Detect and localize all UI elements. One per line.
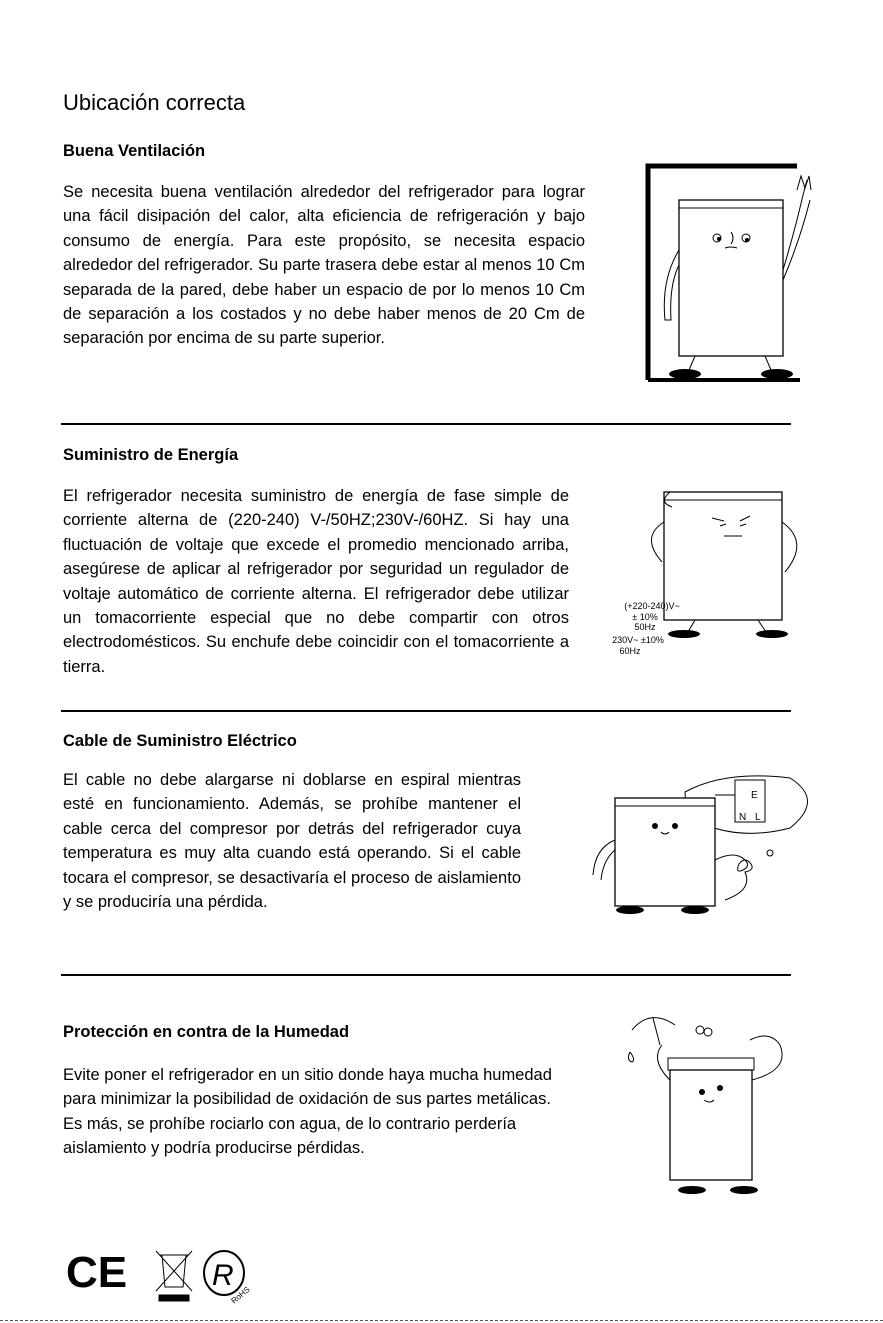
power-label-voltage: (+220-240)V~ [624, 601, 680, 611]
power-label-tolerance: ± 10% [632, 612, 658, 622]
socket-live-label: L [755, 812, 761, 823]
power-label-60hz: 60Hz [619, 646, 641, 656]
svg-text:CE: CE [66, 1248, 128, 1297]
section-body-ventilation [63, 180, 585, 351]
power-label-50hz: 50Hz [634, 622, 656, 632]
certification-logos [66, 1245, 266, 1305]
power-text: El refrigerador necesita suministro de energía de fase simple de corriente alterna de (220-240) V-/50HZ;230V-/60HZ. Si hay una fluctuación de voltaje que excede el promedio mencionado arriba, asegúrese de aplicar al refrigerador por seguridad un regulador de voltaje automático de corriente alterna. El refrigerador debe utilizar un tomacorriente especial que no debe compartir con otros electrodomésticos. Su enchufe debe coincidir con el tomacorriente a tierra. [63, 487, 569, 676]
section-heading-humidity: Protección en contra de la Humedad [63, 1023, 350, 1041]
ventilation-illustration [645, 160, 815, 385]
socket-neutral-label: N [739, 812, 747, 823]
section-heading-power: Suministro de Energía [63, 446, 239, 464]
section-body-power [63, 484, 569, 679]
section-divider [61, 423, 791, 425]
svg-text:R: R [212, 1259, 234, 1292]
cable-text: El cable no debe alargarse ni doblarse en espiral mientras esté en funcionamiento. Además, se prohíbe mantener el cable cerca del compresor por detrás del refrigerador cuya temperatura es muy alta cuando está operando. Si el cable tocara el compresor, se desactivaría el proceso de aislamiento y se produciría una pérdida. [63, 771, 521, 912]
section-divider [61, 974, 791, 976]
section-heading-cable: Cable de Suministro Eléctrico [63, 732, 297, 750]
ventilation-text: Se necesita buena ventilación alrededor del refrigerador para lograr una fácil disipación del calor, alta eficiencia de refrigeración y bajo consumo de energía. Para este propósito, se necesita espacio alrededor del refrigerador. Su parte trasera debe estar al menos 10 Cm separada de la pared, debe haber un espacio de por lo menos 10 Cm de separación a los costados y no debe haber menos de 20 Cm de separación por encima de su parte superior. [63, 183, 585, 348]
section-body-humidity [63, 1063, 555, 1161]
humidity-text: Evite poner el refrigerador en un sitio donde haya mucha humedad para minimizar la posibilidad de oxidación de sus partes metálicas. Es más, se prohíbe rociarlo con agua, de lo contrario perdería aislamiento y podría producirse pérdidas. [63, 1066, 552, 1158]
power-cable-illustration [585, 770, 810, 920]
page-bottom-border [0, 1320, 883, 1321]
humidity-illustration [620, 1000, 800, 1200]
socket-earth-label: E [751, 790, 758, 801]
power-supply-illustration [600, 482, 810, 662]
rohs-icon [204, 1251, 252, 1305]
svg-text:RoHS: RoHS [229, 1284, 252, 1305]
section-body-cable [63, 768, 521, 914]
weee-bin-icon [156, 1251, 192, 1301]
power-label-230v: 230V~ ±10% [612, 635, 664, 645]
section-heading-ventilation: Buena Ventilación [63, 142, 206, 160]
section-divider [61, 710, 791, 712]
ce-mark-icon [66, 1248, 127, 1297]
page-title: Ubicación correcta [63, 90, 246, 115]
